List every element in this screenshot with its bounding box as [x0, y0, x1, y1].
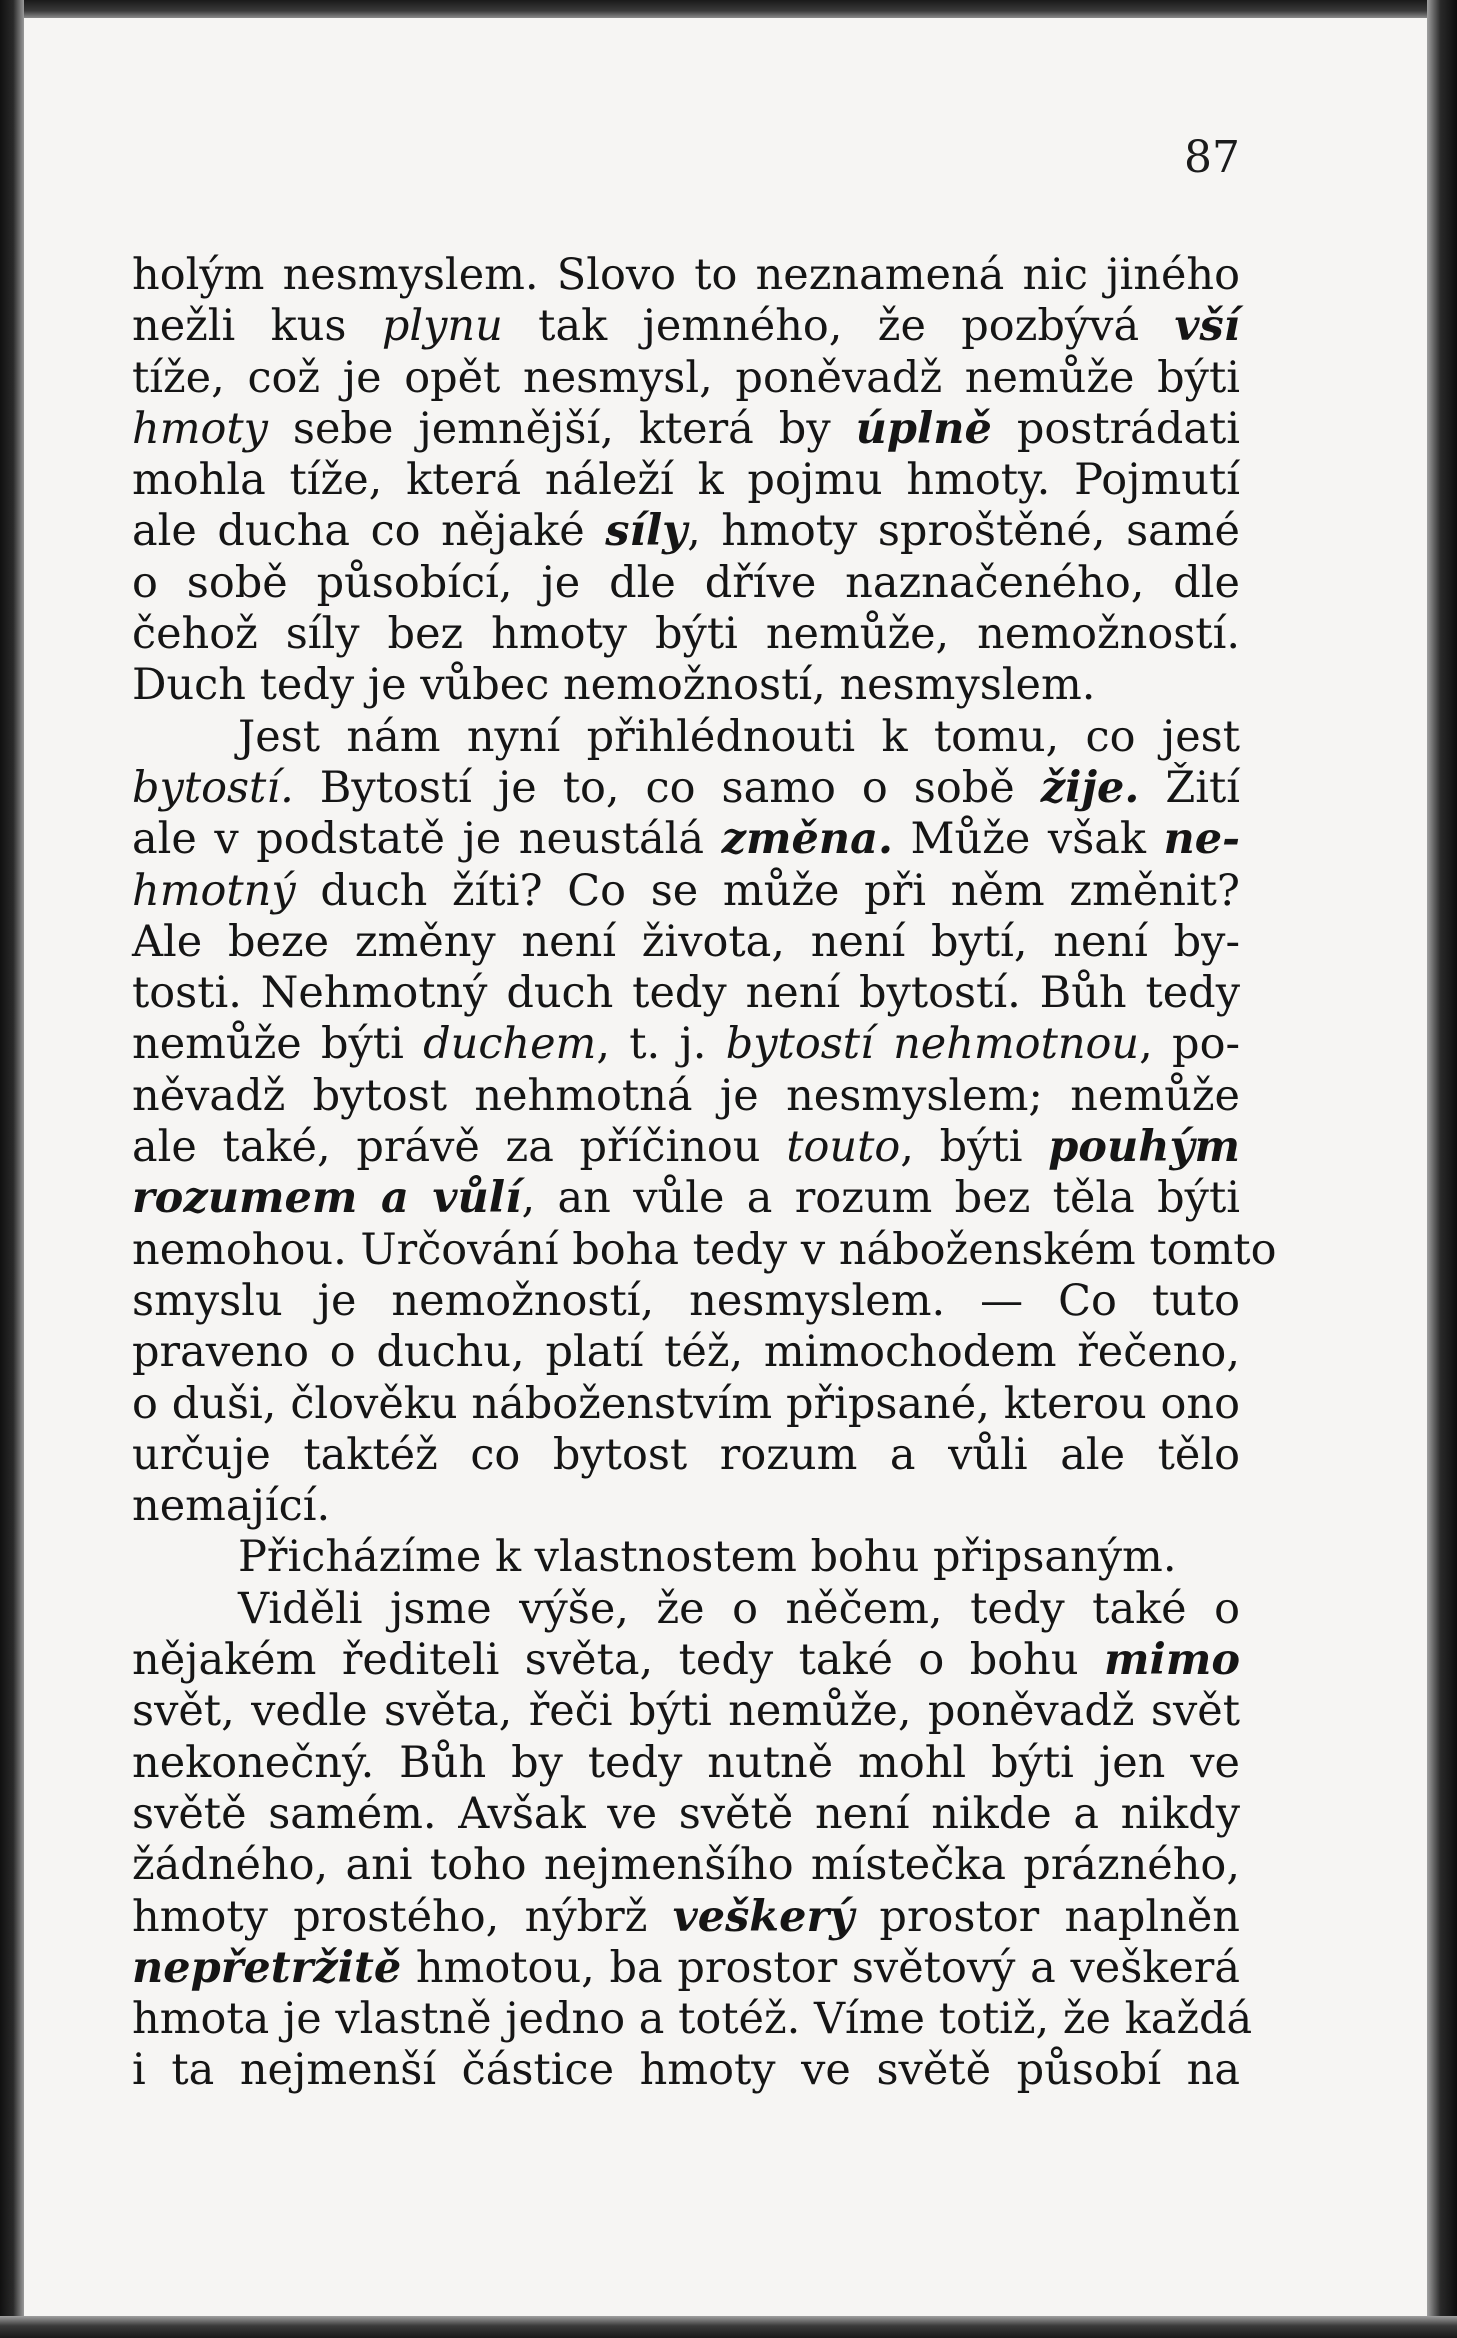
text-line: [132, 1327, 1240, 1378]
text-line: [132, 660, 1240, 711]
text-segment: hmota je vlastně jedno a totéž. Víme totiž, že každá: [132, 1994, 1253, 2045]
text-line: [132, 1019, 1240, 1070]
text-line: [132, 1173, 1240, 1224]
text-segment: i ta nejmenší částice hmoty ve světě působí na: [132, 2045, 1240, 2096]
emphasized-text: hmotný: [132, 865, 296, 916]
text-segment: , t. j.: [596, 1019, 726, 1070]
text-segment: ale také, právě za příčinou: [132, 1122, 787, 1173]
text-segment: svět, vedle světa, řeči býti nemůže, poněvadž svět: [132, 1686, 1240, 1737]
text-line: [132, 2045, 1240, 2096]
text-line: [132, 1122, 1240, 1173]
text-line: [132, 712, 1240, 763]
text-segment: nežli kus: [132, 301, 382, 352]
scan-edge-left: [0, 0, 24, 2338]
text-line: [132, 1840, 1240, 1891]
text-segment: , po-: [1139, 1019, 1240, 1070]
emphasized-text: bytostí nehmotnou: [725, 1019, 1140, 1070]
text-line: [132, 404, 1240, 455]
text-line: [132, 1532, 1240, 1583]
text-segment: mohla tíže, která náleží k pojmu hmoty. Pojmutí: [132, 455, 1240, 506]
text-line: [132, 1276, 1240, 1327]
emphasized-text: vší: [1174, 301, 1240, 352]
text-line: [132, 1892, 1240, 1943]
emphasized-text: bytostí.: [132, 762, 294, 813]
text-segment: nemůže býti: [132, 1019, 424, 1070]
text-segment: tosti. Nehmotný duch tedy není bytostí. Bůh tedy: [132, 968, 1240, 1019]
emphasized-text: ne-: [1163, 814, 1241, 865]
emphasized-text: úplně: [855, 403, 992, 454]
text-segment: prostor naplněn: [854, 1891, 1240, 1942]
text-segment: holým nesmyslem. Slovo to neznamená nic jiného: [132, 250, 1240, 300]
text-line: [132, 353, 1240, 404]
text-line: [132, 1635, 1240, 1686]
text-segment: ale ducha co nějaké: [132, 506, 606, 557]
emphasized-text: duchem: [423, 1019, 597, 1070]
text-line: [132, 1943, 1240, 1994]
text-line: [132, 506, 1240, 557]
text-line: [132, 558, 1240, 609]
text-segment: sebe jemnější, která by: [267, 403, 856, 454]
text-line: [132, 301, 1240, 352]
text-segment: Bytostí je to, co samo o sobě: [293, 762, 1041, 813]
text-segment: hmoty prostého, nýbrž: [132, 1891, 673, 1942]
emphasized-text: mimo: [1103, 1635, 1240, 1686]
text-line: [132, 455, 1240, 506]
emphasized-text: žije.: [1040, 762, 1140, 813]
text-segment: čehož síly bez hmoty býti nemůže, nemožností.: [132, 609, 1240, 660]
text-segment: Ale beze změny není života, není bytí, není by-: [132, 916, 1240, 967]
emphasized-text: pouhým: [1048, 1122, 1240, 1173]
text-segment: duch žíti? Co se může při něm změnit?: [295, 865, 1240, 916]
emphasized-text: rozumem a vůlí: [132, 1173, 522, 1224]
text-segment: , hmoty sproštěné, samé: [687, 506, 1240, 557]
emphasized-text: plynu: [381, 301, 503, 352]
text-segment: , an vůle a rozum bez těla býti: [521, 1173, 1240, 1224]
text-segment: žádného, ani toho nejmenšího místečka prázného,: [132, 1840, 1240, 1891]
text-segment: světě samém. Avšak ve světě není nikde a nikdy: [132, 1788, 1240, 1839]
scan-edge-bottom: [0, 2316, 1457, 2338]
text-line: [132, 1379, 1240, 1430]
text-segment: Může však: [892, 814, 1164, 865]
text-segment: tak jemného, že pozbývá: [502, 301, 1175, 352]
text-segment: Žití: [1139, 762, 1240, 813]
text-line: [132, 1481, 1240, 1532]
text-segment: o duši, člověku náboženstvím připsané, kterou ono: [132, 1378, 1240, 1429]
text-line: [132, 1994, 1253, 2045]
text-segment: určuje taktéž co bytost rozum a vůli ale tělo: [132, 1429, 1240, 1480]
text-line: [132, 1686, 1240, 1737]
text-line: [132, 1584, 1240, 1635]
text-line: [132, 250, 1240, 301]
text-line: [132, 1224, 1277, 1276]
text-segment: smyslu je nemožností, nesmyslem. — Co tuto: [132, 1275, 1240, 1326]
text-line: [132, 814, 1240, 865]
text-line: [132, 968, 1240, 1019]
text-line: [132, 866, 1240, 917]
text-segment: postrádati: [991, 403, 1240, 454]
text-segment: hmotou, ba prostor světový a veškerá: [401, 1942, 1240, 1993]
text-line: [132, 609, 1240, 660]
text-segment: nekonečný. Bůh by tedy nutně mohl býti jen ve: [132, 1737, 1240, 1788]
emphasized-text: změna.: [721, 814, 893, 865]
text-segment: Jest nám nyní přihlédnouti k tomu, co jest: [238, 711, 1240, 762]
scan-edge-top: [0, 0, 1457, 18]
emphasized-text: síly: [605, 506, 688, 557]
emphasized-text: touto: [786, 1122, 901, 1173]
text-segment: nějakém řediteli světa, tedy také o bohu: [132, 1635, 1104, 1686]
page-number: 87: [1184, 132, 1240, 183]
text-line: [132, 917, 1240, 968]
emphasized-text: nepřetržitě: [132, 1942, 402, 1993]
text-segment: praveno o duchu, platí též, mimochodem řečeno,: [132, 1327, 1240, 1378]
text-segment: tíže, což je opět nesmysl, poněvadž nemůže býti: [132, 352, 1240, 403]
text-segment: o sobě působící, je dle dříve naznačeného, dle: [132, 557, 1240, 608]
body-text: [132, 250, 1277, 2097]
text-line: [132, 1430, 1240, 1481]
text-line: [132, 763, 1240, 814]
emphasized-text: veškerý: [672, 1891, 855, 1942]
text-line: [132, 1071, 1240, 1122]
text-segment: , býti: [900, 1122, 1049, 1173]
text-segment: něvadž bytost nehmotná je nesmyslem; nemůže: [132, 1070, 1240, 1121]
text-segment: ale v podstatě je neustálá: [132, 814, 722, 865]
text-line: [132, 1738, 1240, 1789]
emphasized-text: hmoty: [132, 403, 268, 454]
text-segment: Přicházíme k vlastnostem bohu připsaným.: [238, 1532, 1177, 1583]
scan-edge-right: [1427, 0, 1457, 2338]
text-segment: nemající.: [132, 1481, 331, 1532]
text-segment: nemohou. Určování boha tedy v náboženském tomto: [132, 1224, 1277, 1275]
text-line: [132, 1789, 1240, 1840]
text-segment: Viděli jsme výše, že o něčem, tedy také o: [238, 1583, 1240, 1634]
text-segment: Duch tedy je vůbec nemožností, nesmyslem.: [132, 660, 1096, 711]
